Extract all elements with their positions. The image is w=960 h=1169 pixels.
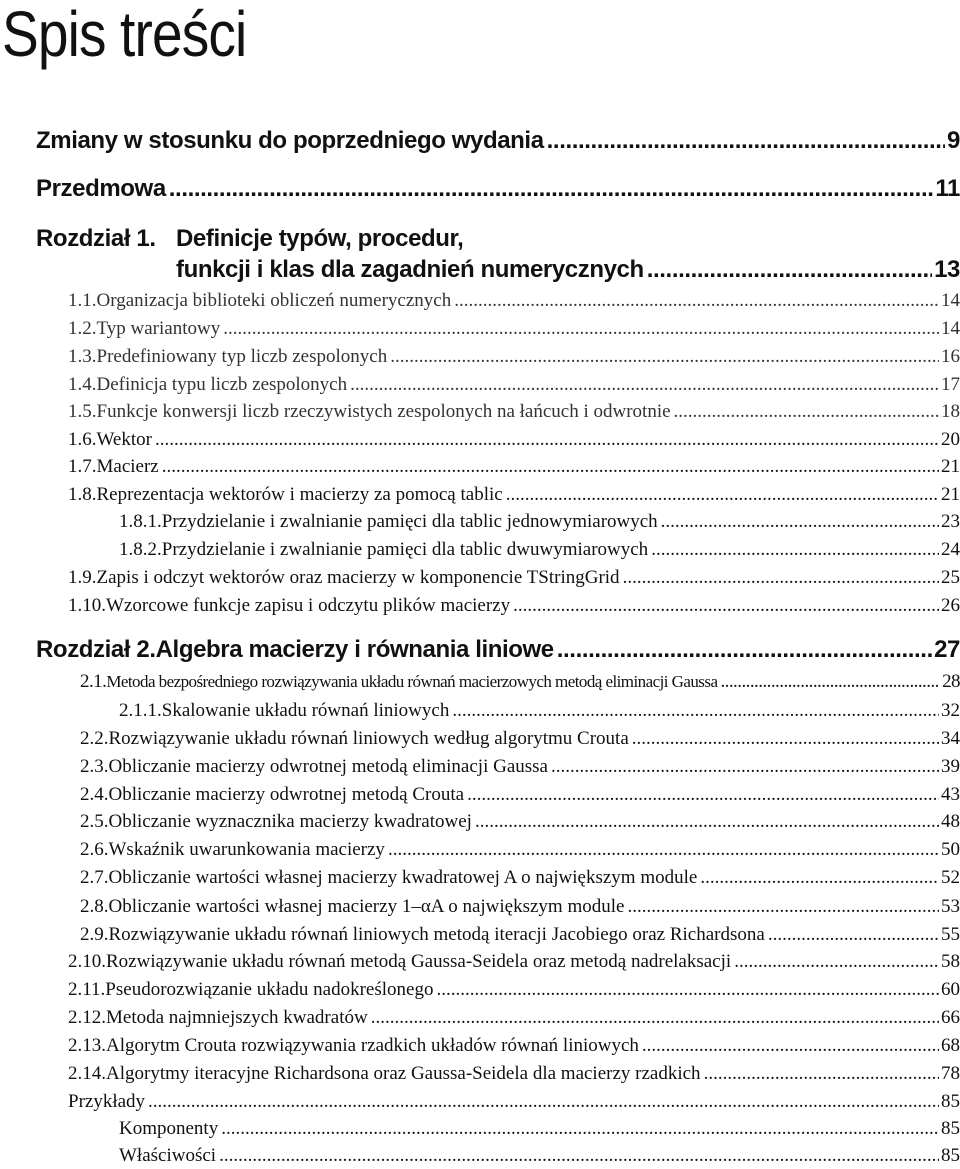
toc-entry-page: 14 [941, 318, 960, 339]
toc-entry-label: Obliczanie wartości własnej macierzy kwadratowej A o największym module [108, 867, 698, 888]
toc-entry-number: 2.12. [68, 1007, 106, 1028]
toc-entry-label: Zapis i odczyt wektorów oraz macierzy w komponencie TStringGrid [96, 567, 620, 588]
toc-entry-page: 14 [941, 290, 960, 311]
toc-section[interactable] [80, 867, 960, 889]
toc-entry-page: 68 [941, 1035, 960, 1056]
toc-subsection[interactable] [119, 539, 960, 561]
toc-entry-number: 1.7. [68, 456, 97, 477]
toc-entry-examples[interactable] [68, 1091, 960, 1113]
toc-entry-label: Algebra macierzy i równania liniowe [155, 636, 554, 663]
toc-entry-number: 1.3. [68, 346, 97, 367]
leader-dots [551, 756, 939, 778]
leader-dots [467, 784, 939, 806]
toc-entry-page: 58 [941, 951, 960, 972]
toc-section[interactable] [80, 924, 960, 946]
toc-entry-number: 2.1. [80, 671, 107, 692]
leader-dots [436, 979, 939, 1001]
toc-subsection[interactable] [119, 511, 960, 533]
toc-entry-page: 13 [934, 256, 960, 283]
leader-dots [169, 175, 934, 203]
toc-entry-changes[interactable] [36, 127, 960, 155]
toc-entry-label: Macierz [96, 456, 159, 477]
leader-dots [371, 1007, 939, 1029]
toc-entry-label: Skalowanie układu równań liniowych [161, 700, 450, 721]
toc-entry-label: Typ wariantowy [96, 318, 221, 339]
toc-entry-page: 27 [934, 636, 960, 663]
toc-entry-label: Algorytmy iteracyjne Richardsona oraz Gaussa-Seidela dla macierzy rzadkich [106, 1063, 701, 1084]
toc-entry-page: 20 [941, 429, 960, 450]
toc-chapter-2[interactable] [36, 636, 960, 664]
toc-section[interactable] [68, 456, 960, 478]
toc-entry-label: Funkcje konwersji liczb rzeczywistych zespolonych na łańcuch i odwrotnie [96, 401, 671, 422]
toc-section[interactable] [80, 839, 960, 861]
toc-entry-number: 1.9. [68, 567, 97, 588]
toc-entry-page: 24 [941, 539, 960, 560]
toc-entry-label: Wektor [96, 429, 152, 450]
leader-dots [513, 595, 939, 617]
toc-entry-label: Metoda bezpośredniego rozwiązywania układu równań macierzowych metodą eliminacji Gaussa [106, 672, 718, 691]
leader-dots [700, 867, 939, 889]
toc-chapter-1-heading[interactable] [36, 225, 960, 253]
toc-section[interactable] [80, 671, 960, 693]
toc-entry-label: Komponenty [119, 1118, 219, 1139]
leader-dots [768, 924, 939, 946]
toc-section[interactable] [80, 728, 960, 750]
toc-entry-page: 53 [941, 896, 960, 917]
leader-dots [506, 484, 939, 506]
leader-dots [651, 539, 939, 561]
toc-entry-page: 25 [941, 567, 960, 588]
toc-section[interactable] [68, 290, 960, 312]
leader-dots [388, 839, 939, 861]
toc-entry-label: Predefiniowany typ liczb zespolonych [96, 346, 388, 367]
toc-entry-label: Definicje typów, procedur, [176, 225, 464, 252]
toc-entry-number: Rozdział 1. [36, 225, 156, 252]
toc-section[interactable] [68, 595, 960, 617]
toc-section[interactable] [68, 979, 960, 1001]
toc-entry-number: 2.13. [68, 1035, 106, 1056]
page-title: Spis treści [2, 0, 247, 70]
toc-entry-label: Przydzielanie i zwalnianie pamięci dla tablic dwuwymiarowych [161, 539, 649, 560]
toc-entry-label: funkcji i klas dla zagadnień numerycznych [176, 256, 644, 283]
toc-entry-label: Rozwiązywanie układu równań liniowych według algorytmu Crouta [108, 728, 629, 749]
toc-entry-page: 60 [941, 979, 960, 1000]
toc-entry-number: 1.6. [68, 429, 97, 450]
leader-dots [475, 811, 939, 833]
toc-entry-number: 2.6. [80, 839, 109, 860]
toc-entry-page: 85 [941, 1145, 960, 1166]
toc-entry-number: 2.7. [80, 867, 109, 888]
leader-dots [390, 346, 939, 368]
toc-section[interactable] [68, 1007, 960, 1029]
toc-section[interactable] [68, 401, 960, 423]
toc-entry-number: 2.5. [80, 811, 109, 832]
toc-entry-label: Przykłady [68, 1091, 146, 1112]
leader-dots [627, 896, 939, 918]
toc-entry-number: 2.11. [68, 979, 106, 1000]
toc-entry-page: 39 [941, 756, 960, 777]
leader-dots [155, 429, 939, 451]
leader-dots [219, 1145, 939, 1167]
leader-dots [674, 401, 939, 423]
toc-entry-page: 16 [941, 346, 960, 367]
toc-entry-number: Rozdział 2. [36, 636, 156, 663]
toc-entry-preface[interactable] [36, 175, 960, 203]
toc-entry-page: 28 [942, 671, 960, 692]
toc-section[interactable] [68, 484, 960, 506]
toc-entry-label: Zmiany w stosunku do poprzedniego wydania [36, 127, 544, 154]
leader-dots [148, 1091, 939, 1113]
toc-entry-page: 34 [941, 728, 960, 749]
toc-section[interactable] [68, 1063, 960, 1085]
toc-entry-page: 85 [941, 1091, 960, 1112]
leader-dots [720, 671, 940, 693]
toc-section[interactable] [68, 429, 960, 451]
toc-section[interactable] [68, 318, 960, 340]
leader-dots [547, 127, 945, 155]
toc-entry-properties[interactable] [119, 1145, 960, 1167]
toc-entry-page: 21 [941, 484, 960, 505]
toc-section[interactable] [80, 784, 960, 806]
toc-entry-label: Rozwiązywanie układu równań metodą Gaussa-Seidela oraz metodą nadrelaksacji [106, 951, 732, 972]
toc-entry-page: 50 [941, 839, 960, 860]
toc-entry-label: Algorytm Crouta rozwiązywania rzadkich układów równań liniowych [106, 1035, 639, 1056]
leader-dots [350, 374, 939, 396]
toc-entry-number: 2.9. [80, 924, 109, 945]
toc-entry-label: Przydzielanie i zwalnianie pamięci dla tablic jednowymiarowych [161, 511, 658, 532]
toc-entry-page: 11 [935, 175, 960, 202]
leader-dots [557, 636, 932, 664]
toc-entry-page: 26 [941, 595, 960, 616]
toc-entry-page: 55 [941, 924, 960, 945]
leader-dots [623, 567, 939, 589]
toc-entry-label: Obliczanie wartości własnej macierzy 1–αA o największym module [108, 896, 625, 917]
toc-entry-number: 2.2. [80, 728, 109, 749]
toc-entry-number: 1.2. [68, 318, 97, 339]
toc-entry-page: 48 [941, 811, 960, 832]
toc-entry-page: 23 [941, 511, 960, 532]
toc-entry-page: 52 [941, 867, 960, 888]
toc-entry-components[interactable] [119, 1118, 960, 1140]
toc-entry-number: 1.1. [68, 290, 97, 311]
toc-entry-number: 2.4. [80, 784, 109, 805]
toc-entry-page: 17 [941, 374, 960, 395]
toc-section[interactable] [68, 346, 960, 368]
toc-entry-label: Organizacja biblioteki obliczeń numerycznych [96, 290, 452, 311]
toc-section[interactable] [68, 951, 960, 973]
leader-dots [661, 511, 939, 533]
toc-entry-label: Reprezentacja wektorów i macierzy za pomocą tablic [96, 484, 503, 505]
leader-dots [452, 700, 939, 722]
toc-entry-number: 2.8. [80, 896, 109, 917]
leader-dots [704, 1063, 939, 1085]
toc-entry-number: 2.1.1. [119, 700, 162, 721]
toc-entry-number: 2.3. [80, 756, 109, 777]
toc-entry-label: Definicja typu liczb zespolonych [96, 374, 348, 395]
toc-entry-label: Wskaźnik uwarunkowania macierzy [108, 839, 385, 860]
toc-section[interactable] [80, 811, 960, 833]
toc-entry-page: 78 [941, 1063, 960, 1084]
toc-entry-number: 1.5. [68, 401, 97, 422]
toc-entry-label: Właściwości [119, 1145, 217, 1166]
toc-entry-page: 9 [947, 127, 960, 154]
toc-section[interactable] [68, 374, 960, 396]
leader-dots [642, 1035, 939, 1057]
toc-section[interactable] [68, 567, 960, 589]
toc-entry-number: 2.14. [68, 1063, 106, 1084]
toc-section[interactable] [80, 756, 960, 778]
toc-entry-label: Wzorcowe funkcje zapisu i odczytu plików macierzy [106, 595, 511, 616]
leader-dots [734, 951, 939, 973]
toc-entry-number: 1.8. [68, 484, 97, 505]
toc-entry-label: Obliczanie macierzy odwrotnej metodą Crouta [108, 784, 465, 805]
toc-entry-page: 32 [941, 700, 960, 721]
toc-entry-number: 1.4. [68, 374, 97, 395]
toc-entry-number: 1.8.1. [119, 511, 162, 532]
toc-entry-page: 66 [941, 1007, 960, 1028]
toc-entry-label: Obliczanie wyznacznika macierzy kwadratowej [108, 811, 472, 832]
leader-dots [223, 318, 939, 340]
toc-chapter-1[interactable] [176, 256, 960, 284]
toc-entry-page: 85 [941, 1118, 960, 1139]
toc-section[interactable] [68, 1035, 960, 1057]
toc-entry-page: 43 [941, 784, 960, 805]
leader-dots [162, 456, 939, 478]
toc-entry-label: Przedmowa [36, 175, 166, 202]
toc-section[interactable] [80, 896, 960, 918]
toc-entry-number: 1.8.2. [119, 539, 162, 560]
toc-subsection[interactable] [119, 700, 960, 722]
leader-dots [647, 256, 932, 284]
toc-entry-number: 1.10. [68, 595, 106, 616]
toc-entry-number: 2.10. [68, 951, 106, 972]
leader-dots [221, 1118, 939, 1140]
leader-dots [454, 290, 939, 312]
toc-entry-label: Metoda najmniejszych kwadratów [106, 1007, 368, 1028]
toc-entry-page: 18 [941, 401, 960, 422]
toc-entry-label: Pseudorozwiązanie układu nadokreślonego [105, 979, 434, 1000]
toc-entry-page: 21 [941, 456, 960, 477]
leader-dots [632, 728, 939, 750]
toc-entry-label: Rozwiązywanie układu równań liniowych metodą iteracji Jacobiego oraz Richardsona [108, 924, 765, 945]
toc-entry-label: Obliczanie macierzy odwrotnej metodą eliminacji Gaussa [108, 756, 548, 777]
